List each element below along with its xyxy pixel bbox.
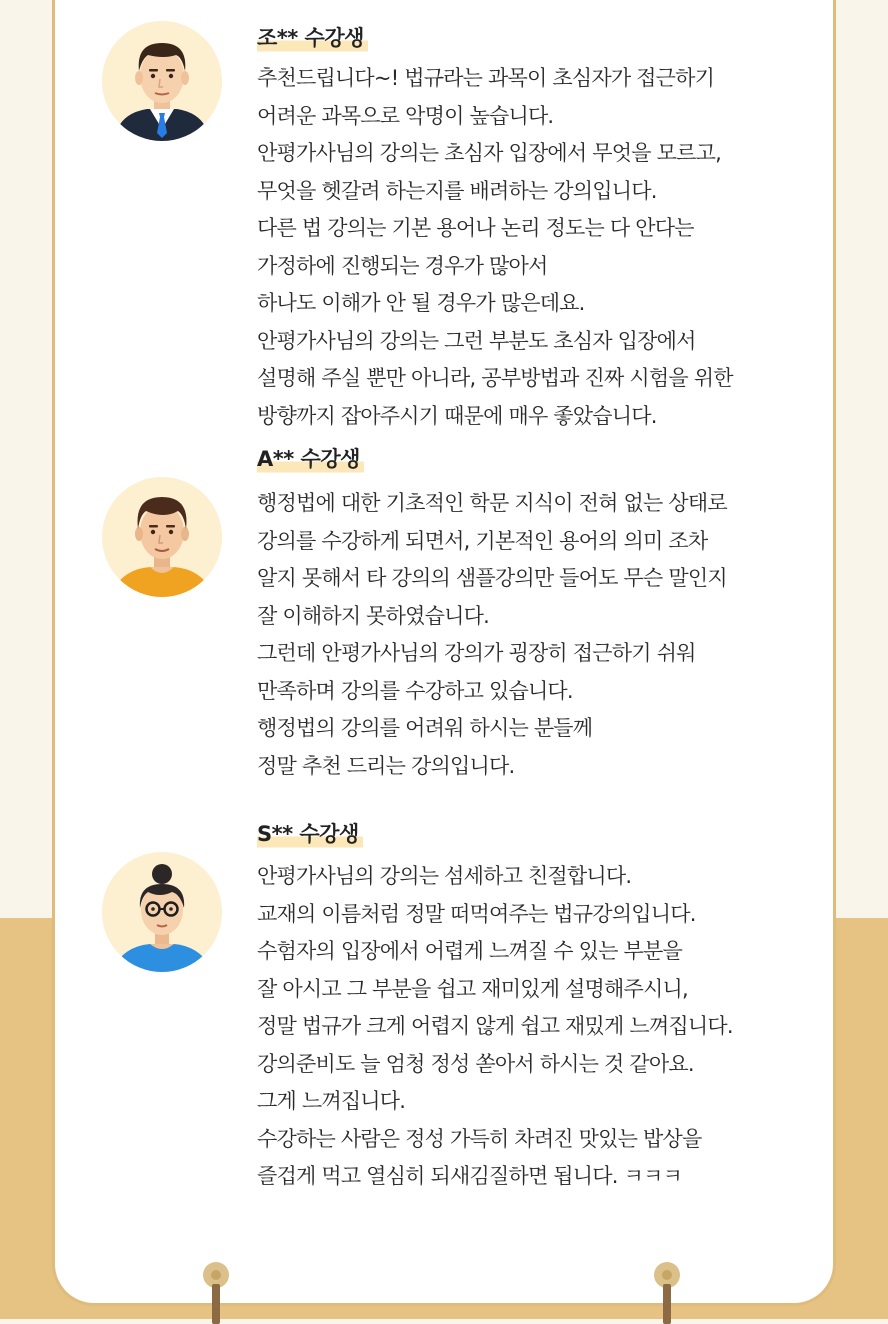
review-line: 추천드립니다~! 법규라는 과목이 초심자가 접근하기 (257, 66, 715, 90)
review-content (257, 22, 803, 435)
review-line: 행정법에 대한 기초적인 학문 지식이 전혀 없는 상태로 (257, 491, 727, 515)
review-text (257, 485, 803, 785)
hanging-cord (212, 1284, 220, 1324)
review-line: 교재의 이름처럼 정말 떠먹여주는 법규강의입니다. (257, 901, 696, 926)
review-line: 어려운 과목으로 악명이 높습니다. (257, 103, 554, 128)
review-line: 즐겁게 먹고 열심히 되새김질하면 됩니다. ㅋㅋㅋ (257, 1164, 682, 1188)
review-line: 하나도 이해가 안 될 경우가 많은데요. (257, 291, 585, 315)
review-line: 안평가사님의 강의는 그런 부분도 초심자 입장에서 (257, 328, 696, 353)
review-content (257, 818, 803, 1196)
woman-glasses-avatar-icon (102, 852, 222, 972)
review-line: 알지 못해서 타 강의의 샘플강의만 들어도 무슨 말인지 (257, 566, 727, 590)
review-content (257, 443, 803, 785)
review-card (52, 0, 836, 1306)
review-line: 무엇을 헷갈려 하는지를 배려하는 강의입니다. (257, 178, 657, 203)
review-line: 다른 법 강의는 기본 용어나 논리 정도는 다 안다는 (257, 216, 694, 240)
hanging-cord (663, 1284, 671, 1324)
reviewer-name: S** 수강생 (257, 818, 363, 850)
review-line: 강의준비도 늘 엄청 정성 쏟아서 하시는 것 같아요. (257, 1051, 694, 1076)
review-line: 그게 느껴집니다. (257, 1089, 406, 1113)
review-line: 잘 아시고 그 부분을 쉽고 재미있게 설명해주시니, (257, 976, 688, 1001)
reviewer-name: 조** 수강생 (257, 22, 368, 54)
man-yellow-shirt-avatar-icon (102, 477, 222, 597)
review-line: 수험자의 입장에서 어렵게 느껴질 수 있는 부분을 (257, 939, 682, 963)
review-line: 가정하에 진행되는 경우가 많아서 (257, 253, 548, 278)
review-line: 설명해 주실 뿐만 아니라, 공부방법과 진짜 시험을 위한 (257, 366, 733, 390)
review-line: 정말 추천 드리는 강의입니다. (257, 753, 515, 778)
review-line: 정말 법규가 크게 어렵지 않게 쉽고 재밌게 느껴집니다. (257, 1014, 733, 1038)
review-line: 강의를 수강하게 되면서, 기본적인 용어의 의미 조차 (257, 528, 708, 553)
review-line: 그런데 안평가사님의 강의가 굉장히 접근하기 쉬워 (257, 641, 696, 665)
review-text (257, 858, 803, 1196)
review-line: 안평가사님의 강의는 섬세하고 친절합니다. (257, 864, 632, 888)
review-text (257, 60, 803, 435)
review-line: 수강하는 사람은 정성 가득히 차려진 맛있는 밥상을 (257, 1126, 702, 1151)
reviewer-name: A** 수강생 (257, 443, 364, 475)
man-suit-avatar-icon (102, 21, 222, 141)
review-line: 만족하며 강의를 수강하고 있습니다. (257, 678, 573, 703)
review-line: 행정법의 강의를 어려워 하시는 분들께 (257, 716, 593, 740)
review-line: 잘 이해하지 못하였습니다. (257, 603, 489, 628)
review-line: 방향까지 잡아주시기 때문에 매우 좋았습니다. (257, 403, 657, 428)
review-line: 안평가사님의 강의는 초심자 입장에서 무엇을 모르고, (257, 141, 721, 165)
